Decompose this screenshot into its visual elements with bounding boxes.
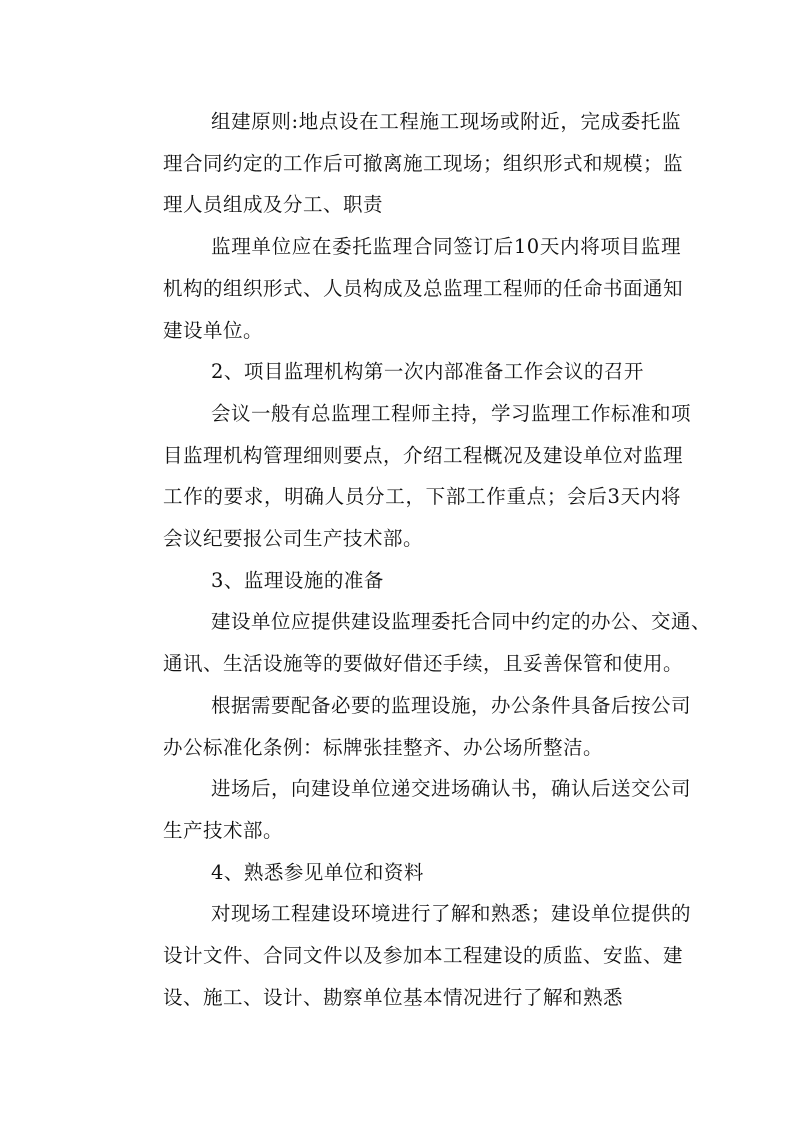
text-line: 机构的组织形式、人员构成及总监理工程师的任命书面通知 [163,276,684,300]
text-line: 通讯、生活设施等的要做好借还手续，且妥善保管和使用。 [163,652,684,676]
paragraph-organization-principle [115,101,684,226]
paragraph-entry-confirmation [115,768,692,851]
paragraph-facilities-provided [115,601,712,684]
text-line: 会议纪要报公司生产技术部。 [163,527,424,551]
paragraph-familiarization [115,893,692,1018]
heading-line: 4、熟悉参见单位和资料 [211,860,424,884]
text-line: 根据需要配备必要的监理设施，办公条件具备后按公司 [211,693,692,717]
text-line: 进场后，向建设单位递交进场确认书，确认后送交公司 [211,777,692,801]
text-line: 对现场工程建设环境进行了解和熟悉；建设单位提供的 [211,902,692,926]
section-heading-2 [115,351,681,393]
document-body [115,101,712,1018]
paragraph-meeting-details [115,393,692,560]
paragraph-facilities-equipped [115,685,692,768]
section-heading-3 [115,560,681,602]
paragraph-notify-construction-unit [115,226,684,351]
text-line: 设计文件、合同文件以及参加本工程建设的质监、安监、建 [163,944,684,968]
text-line: 工作的要求，明确人员分工，下部工作重点；会后3天内将 [163,485,681,509]
heading-line: 3、监理设施的准备 [211,568,384,592]
text-line: 理人员组成及分工、职责 [163,193,384,217]
text-line: 组建原则:地点设在工程施工现场或附近，完成委托监 [211,110,681,133]
text-line: 建设单位。 [163,318,264,342]
text-line: 生产技术部。 [163,818,284,842]
text-line: 理合同约定的工作后可撤离施工现场；组织形式和规模；监 [163,151,684,175]
text-line: 设、施工、设计、勘察单位基本情况进行了解和熟悉 [163,985,624,1009]
section-heading-4 [115,852,681,894]
text-line: 建设单位应提供建设监理委托合同中约定的办公、交通、 [211,610,712,634]
text-line: 监理单位应在委托监理合同签订后10天内将项目监理 [211,235,681,259]
text-line: 目监理机构管理细则要点，介绍工程概况及建设单位对监理 [163,443,684,467]
text-line: 办公标准化条例：标牌张挂整齐、办公场所整洁。 [163,735,604,759]
text-line: 会议一般有总监理工程师主持，学习监理工作标准和项 [211,401,692,425]
heading-line: 2、项目监理机构第一次内部准备工作会议的召开 [211,360,644,384]
